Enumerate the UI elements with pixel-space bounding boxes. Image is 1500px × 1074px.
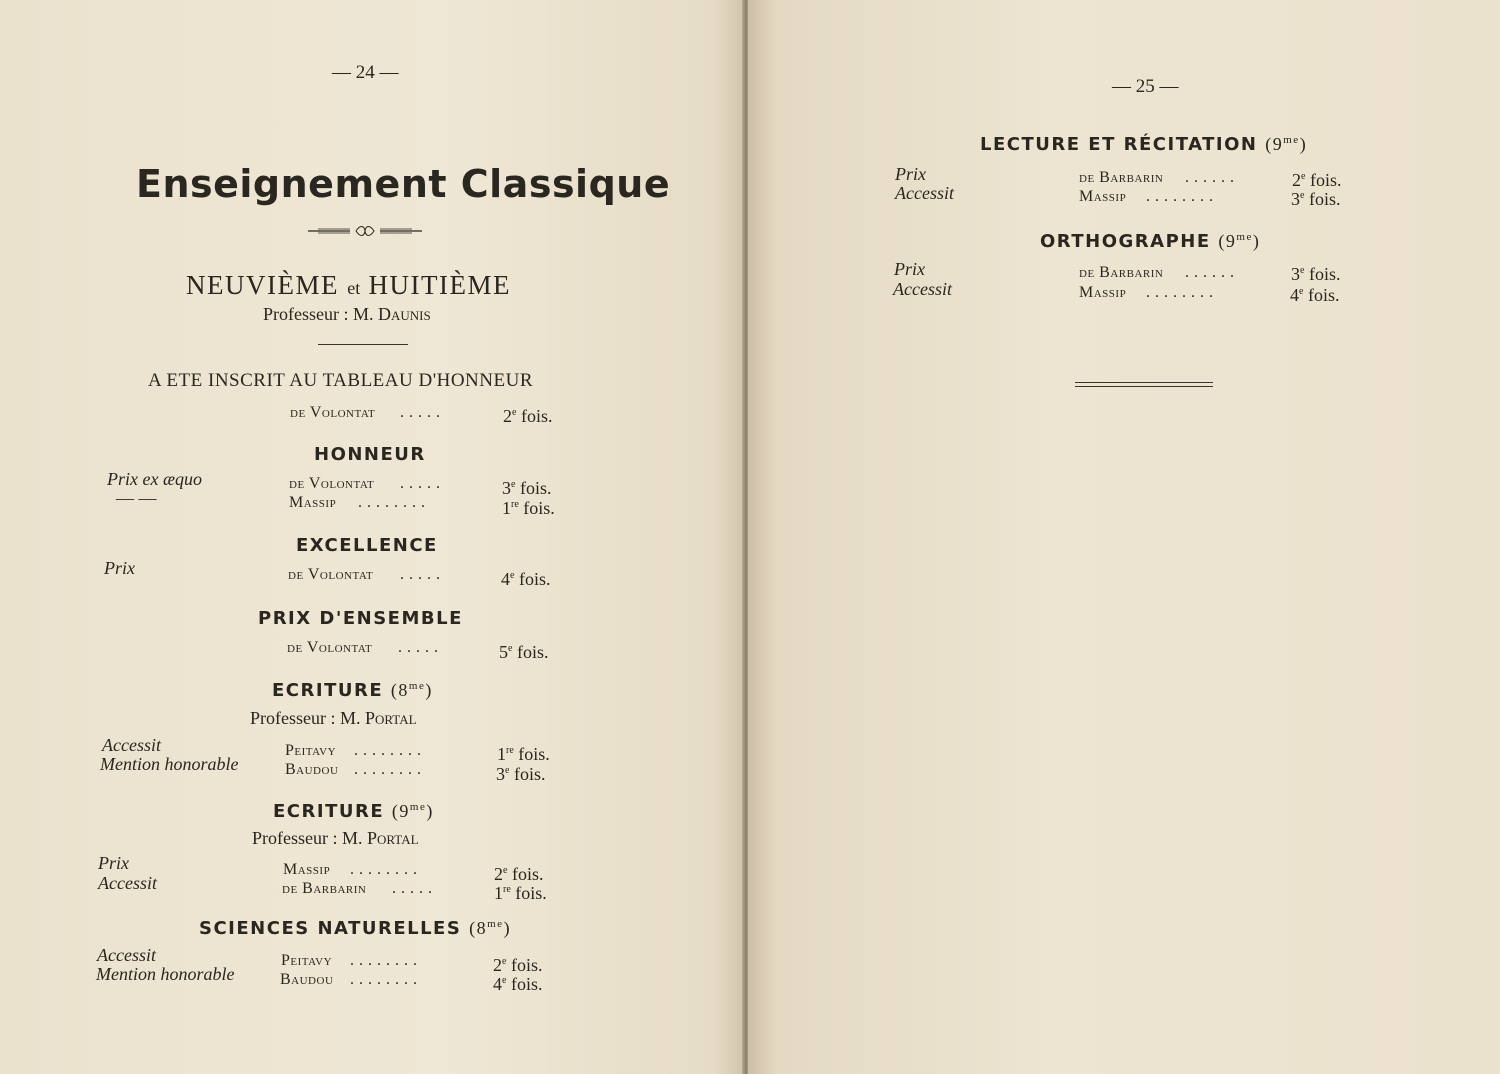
honor-roll-times: 2e fois.: [503, 406, 553, 426]
leader-dots: . . . . .: [400, 404, 441, 421]
award-label: Accessit: [97, 945, 156, 965]
award-label: Accessit: [102, 735, 161, 755]
leader-dots: . . . . . . . .: [354, 742, 422, 759]
page-number: — 24 —: [332, 62, 399, 83]
times-count: 3e fois.: [496, 764, 546, 784]
left-page: [0, 0, 744, 1074]
section-heading-text: LECTURE ET RÉCITATION: [980, 134, 1258, 155]
section-heading-text: ORTHOGRAPHE: [1040, 231, 1211, 252]
student-name: Massip: [1079, 284, 1127, 301]
ornament-divider-icon: [306, 224, 424, 238]
section-heading: [1040, 231, 1260, 252]
student-name: Baudou: [280, 971, 334, 988]
leader-dots: . . . . . . . .: [354, 761, 422, 778]
award-label: Prix: [104, 558, 135, 578]
leader-dots: . . . . . . . .: [1146, 188, 1214, 205]
professor-line: Professeur : M. Portal: [250, 708, 417, 728]
professor-line: Professeur : M. Daunis: [263, 304, 431, 324]
section-heading: [980, 134, 1307, 155]
leader-dots: . . . . . . . .: [350, 952, 418, 969]
professor-line: Professeur : M. Portal: [252, 828, 419, 848]
award-label: Mention honorable: [96, 964, 235, 984]
section-heading: EXCELLENCE: [296, 535, 438, 556]
section-level: $(9^{me})$: [391, 801, 434, 821]
student-name: de Barbarin: [1079, 169, 1164, 186]
student-name: de Barbarin: [282, 880, 367, 897]
section-level: $(9^{me})$: [1265, 134, 1308, 154]
leader-dots: . . . . . .: [1185, 169, 1235, 186]
student-name: Baudou: [285, 761, 339, 778]
end-double-rule: [1075, 382, 1213, 387]
section-heading: PRIX D'ENSEMBLE: [258, 608, 463, 629]
leader-dots: . . . . . . . .: [350, 971, 418, 988]
award-label: Prix: [895, 164, 926, 184]
leader-dots: . . . . . . . .: [358, 494, 426, 511]
student-name: Massip: [1079, 188, 1127, 205]
leader-dots: . . . . .: [392, 880, 433, 897]
section-heading-text: ECRITURE: [272, 680, 384, 701]
times-count: 2e fois.: [493, 955, 543, 975]
honor-roll-heading: A ETE INSCRIT AU TABLEAU D'HONNEUR: [148, 370, 534, 391]
leader-dots: . . . . .: [398, 639, 439, 656]
section-heading: [272, 680, 433, 701]
award-label: Accessit: [895, 183, 954, 203]
award-label: — —: [116, 488, 157, 508]
times-count: 2e fois.: [494, 864, 544, 884]
class-heading-part1: NEUVIÈME: [186, 270, 339, 300]
class-heading-part2: HUITIÈME: [368, 270, 511, 300]
times-count: 1re fois.: [494, 883, 547, 903]
times-count: 3e fois.: [502, 478, 552, 498]
student-name: Peitavy: [281, 952, 333, 969]
honor-roll-name: de Volontat: [290, 404, 376, 421]
times-count: 4e fois.: [1290, 285, 1340, 305]
page-title: Enseignement Classique: [136, 162, 671, 206]
award-label: Prix ex æquo: [107, 469, 202, 489]
leader-dots: . . . . .: [400, 566, 441, 583]
leader-dots: . . . . . . . .: [350, 861, 418, 878]
student-name: Peitavy: [285, 742, 337, 759]
section-heading: [199, 918, 511, 939]
student-name: de Volontat: [289, 475, 375, 492]
student-name: Massip: [289, 494, 337, 511]
times-count: 4e fois.: [493, 974, 543, 994]
award-label: Mention honorable: [100, 754, 239, 774]
right-page: [748, 0, 1500, 1074]
short-rule: [318, 344, 408, 345]
section-level: $(8^{me})$: [469, 918, 512, 938]
page-number: — 25 —: [1112, 76, 1179, 97]
student-name: de Barbarin: [1079, 264, 1164, 281]
leader-dots: . . . . . . . .: [1146, 284, 1214, 301]
section-heading: HONNEUR: [314, 444, 426, 465]
award-label: Prix: [894, 259, 925, 279]
times-count: 1re fois.: [497, 744, 550, 764]
student-name: de Volontat: [287, 639, 373, 656]
times-count: 2e fois.: [1292, 170, 1342, 190]
leader-dots: . . . . .: [400, 475, 441, 492]
times-count: 1re fois.: [502, 498, 555, 518]
section-level: $(8^{me})$: [390, 680, 433, 700]
times-count: 3e fois.: [1291, 189, 1341, 209]
times-count: 3e fois.: [1291, 264, 1341, 284]
section-heading-text: ECRITURE: [273, 801, 385, 822]
section-heading-text: SCIENCES NATURELLES: [199, 918, 462, 939]
times-count: 5e fois.: [499, 642, 549, 662]
section-level: $(9^{me})$: [1218, 231, 1261, 251]
student-name: Massip: [283, 861, 331, 878]
times-count: 4e fois.: [501, 569, 551, 589]
student-name: de Volontat: [288, 566, 374, 583]
section-heading: [273, 801, 434, 822]
award-label: Accessit: [98, 873, 157, 893]
class-heading-conj: et: [347, 278, 361, 298]
award-label: Prix: [98, 853, 129, 873]
leader-dots: . . . . . .: [1185, 264, 1235, 281]
award-label: Accessit: [893, 279, 952, 299]
class-heading: [186, 270, 511, 301]
